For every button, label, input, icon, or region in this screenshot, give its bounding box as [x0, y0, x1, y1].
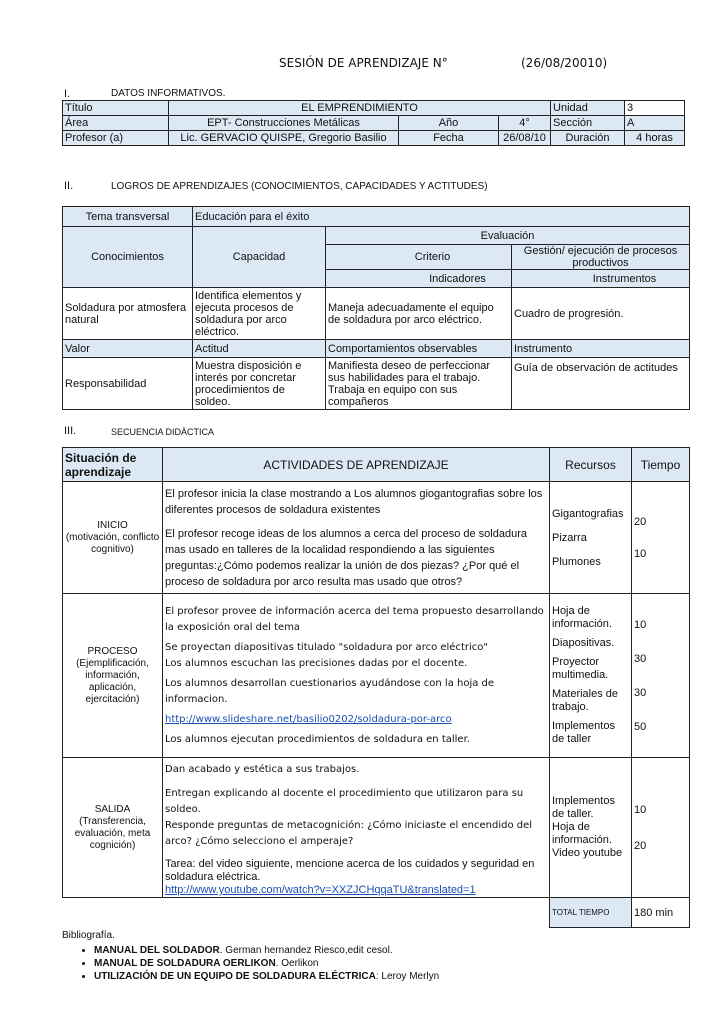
anio-value: 4° [499, 116, 551, 131]
proceso-time-4: 50 [634, 720, 647, 733]
indicador-value: Maneja adecuadamente el equipo de soldadura por arco eléctrico. [326, 288, 512, 340]
proceso-resource-5: Implementos de taller [552, 720, 615, 745]
bib-item-rest: . German hernandez Riesco,edit cesol. [219, 945, 393, 956]
salida-resources [550, 758, 632, 898]
bib-item-rest: : Leroy Merlyn [375, 971, 440, 982]
salida-resource-1: Implementos de taller. [552, 795, 615, 820]
actitud-value: Muestra disposición e interés por concretar procedimientos de soldeo. [193, 358, 326, 410]
bib-item-title: MANUAL DE SOLDADURA OERLIKON [94, 958, 276, 969]
bib-item-rest: . Oerlikon [275, 958, 319, 969]
salida-times [632, 758, 690, 898]
inicio-resource-1: Gigantografias [552, 507, 624, 520]
secuencia-table [62, 447, 690, 928]
seccion-value: A [625, 116, 685, 131]
unidad-label: Unidad [551, 101, 625, 116]
instrumento-actitud-value: Guía de observación de actitudes [512, 358, 690, 410]
proceso-activities [163, 594, 550, 758]
salida-label: SALIDA [94, 803, 131, 815]
inicio-time-1: 20 [634, 515, 647, 528]
capacidad-header: Capacidad [193, 227, 326, 288]
proceso-cell [63, 594, 163, 758]
situacion-header: Situación de aprendizaje [63, 448, 163, 482]
profesor-value: Lic. GERVACIO QUISPE, Gregorio Basilio [169, 131, 399, 146]
salida-time-2: 20 [634, 839, 647, 852]
section3-title: SECUENCIA DIDÀCTICA [111, 427, 215, 437]
inicio-resource-3: Plumones [552, 555, 601, 568]
inicio-sub: (motivación, conflicto cognitivo) [65, 531, 160, 555]
salida-activities [163, 758, 550, 898]
bib-item [94, 971, 439, 982]
session-date: (26/08/20010) [521, 56, 608, 70]
inicio-resources [550, 482, 632, 594]
proceso-time-2: 30 [634, 652, 647, 665]
section1-title: DATOS INFORMATIVOS. [111, 88, 226, 99]
actividades-header: ACTIVIDADES DE APRENDIZAJE [163, 448, 550, 482]
conocimientos-header: Conocimientos [63, 227, 193, 288]
criterio-value: Gestión/ ejecución de procesos productivos [512, 245, 690, 270]
bib-item-title: UTILIZACIÓN DE UN EQUIPO DE SOLDADURA ELÉCTRICA [94, 971, 376, 982]
salida-resource-3: Video youtube [552, 847, 623, 859]
profesor-label: Profesor (a) [63, 131, 169, 146]
inicio-cell [63, 482, 163, 594]
total-value: 180 min [632, 898, 690, 928]
criterio-header: Criterio [326, 245, 512, 270]
titulo-label: Título [63, 101, 169, 116]
bib-item [94, 958, 439, 969]
total-label: TOTAL TIEMPO [550, 898, 632, 928]
inicio-activity-2: El profesor recoge ideas de los alumnos a cerca del proceso de soldadura mas usado en talleres de la localidad respondiendo a las siguientes preguntas:¿Cómo podemos realizar la unión de dos piezas? ¿Por qué el proceso de soldadura por arco resulta mas usado que otros? [165, 528, 527, 588]
fecha-value: 26/08/10 [499, 131, 551, 146]
instrumento-value: Cuadro de progresión. [512, 288, 690, 340]
capacidad-value: Identifica elementos y ejecuta procesos de soldadura por arco eléctrico. [193, 288, 326, 340]
proceso-activity-3: Los alumnos escuchan las precisiones dadas por el docente. [165, 657, 468, 669]
valor-value: Responsabilidad [63, 358, 193, 410]
valor-header: Valor [63, 340, 193, 358]
titulo-value: EL EMPRENDIMIENTO [169, 101, 551, 116]
proceso-activity-1: El profesor provee de información acerca del tema propuesto desarrollando la exposición oral del tema [165, 605, 544, 633]
anio-label: Año [399, 116, 499, 131]
salida-cell [63, 758, 163, 898]
comportamientos-header: Comportamientos observables [326, 340, 512, 358]
bib-item-title: MANUAL DEL SOLDADOR [94, 945, 220, 956]
salida-activity-4: Tarea: del video siguiente, mencione acerca de los cuidados y seguridad en soldadura eléctrica. [165, 858, 535, 883]
salida-resource-2: Hoja de información. [552, 821, 612, 846]
proceso-activity-4: Los alumnos desarrollan cuestionarios ayudándose con la hoja de informacion. [165, 677, 495, 705]
instrumentos-header: Instrumentos [512, 270, 690, 288]
proceso-time-3: 30 [634, 686, 647, 699]
salida-time-1: 10 [634, 803, 647, 816]
tema-label: Tema transversal [63, 207, 193, 227]
seccion-label: Sección [551, 116, 625, 131]
proceso-sub: (Ejemplificación, información, aplicación, ejercitación) [76, 657, 149, 705]
comportamiento-value: Manifiesta deseo de perfeccionar sus habilidades para el trabajo. Trabaja en equipo con sus compañeros [326, 358, 512, 410]
proceso-resources [550, 594, 632, 758]
instrumento-header: Instrumento [512, 340, 690, 358]
inicio-resource-2: Pizarra [552, 531, 587, 544]
proceso-time-1: 10 [634, 618, 647, 631]
section1-number: I. [64, 88, 71, 100]
session-title: SESIÓN DE APRENDIZAJE N° [279, 56, 448, 70]
inicio-activities [163, 482, 550, 594]
slideshare-link[interactable]: http://www.slideshare.net/basilio0202/soldadura-por-arco [165, 713, 452, 725]
unidad-value: 3 [625, 101, 685, 116]
bibliografia-list [62, 945, 439, 982]
salida-activity-1: Dan acabado y estética a sus trabajos. [165, 764, 360, 775]
bibliografia-title: Bibliografía. [62, 930, 115, 941]
tiempo-header: Tiempo [632, 448, 690, 482]
recursos-header: Recursos [550, 448, 632, 482]
section3-number: III. [64, 425, 77, 437]
proceso-resource-4: Materiales de trabajo. [552, 688, 619, 713]
area-label: Área [63, 116, 169, 131]
proceso-activity-5: Los alumnos ejecutan procedimientos de soldadura en taller. [165, 733, 470, 745]
inicio-label: INICIO [97, 519, 128, 531]
actitud-header: Actitud [193, 340, 326, 358]
proceso-label: PROCESO [87, 645, 138, 657]
duracion-label: Duración [551, 131, 625, 146]
duracion-value: 4 horas [625, 131, 685, 146]
salida-activity-3: Responde preguntas de metacognición: ¿Cómo iniciaste el encendido del arco? ¿Cómo selecciono el amperaje? [165, 820, 533, 847]
bibliografia [62, 930, 439, 984]
proceso-resource-3: Proyector multimedia. [552, 656, 609, 681]
inicio-time-2: 10 [634, 547, 647, 560]
fecha-label: Fecha [399, 131, 499, 146]
section2-number: II. [64, 180, 74, 192]
info-table [62, 100, 685, 146]
proceso-resource-1: Hoja de información. [552, 605, 612, 630]
youtube-link[interactable]: http://www.youtube.com/watch?v=XXZJCHqqaTU&translated=1 [165, 884, 476, 896]
evaluacion-header: Evaluación [326, 227, 690, 245]
tema-value: Educación para el éxito [193, 207, 690, 227]
bib-item [94, 945, 439, 956]
inicio-activity-1: El profesor inicia la clase mostrando a Los alumnos giogantografias sobre los diferentes procesos de soldadura existentes [165, 488, 543, 516]
conocimiento-value: Soldadura por atmosfera natural [63, 288, 193, 340]
proceso-times [632, 594, 690, 758]
indicadores-header: Indicadores [326, 270, 512, 288]
proceso-activity-2: Se proyectan diapositivas titulado "soldadura por arco eléctrico" [165, 641, 488, 653]
proceso-resource-2: Diapositivas. [552, 637, 615, 649]
logros-table [62, 206, 690, 410]
section2-title: LOGROS DE APRENDIZAJES (CONOCIMIENTOS, CAPACIDADES Y ACTITUDES) [111, 181, 488, 192]
salida-sub: (Transferencia, evaluación, meta cognición) [74, 815, 151, 851]
inicio-times [632, 482, 690, 594]
salida-activity-2: Entregan explicando al docente el procedimiento que utilizaron para su soldeo. [165, 788, 524, 815]
area-value: EPT- Construcciones Metálicas [169, 116, 399, 131]
